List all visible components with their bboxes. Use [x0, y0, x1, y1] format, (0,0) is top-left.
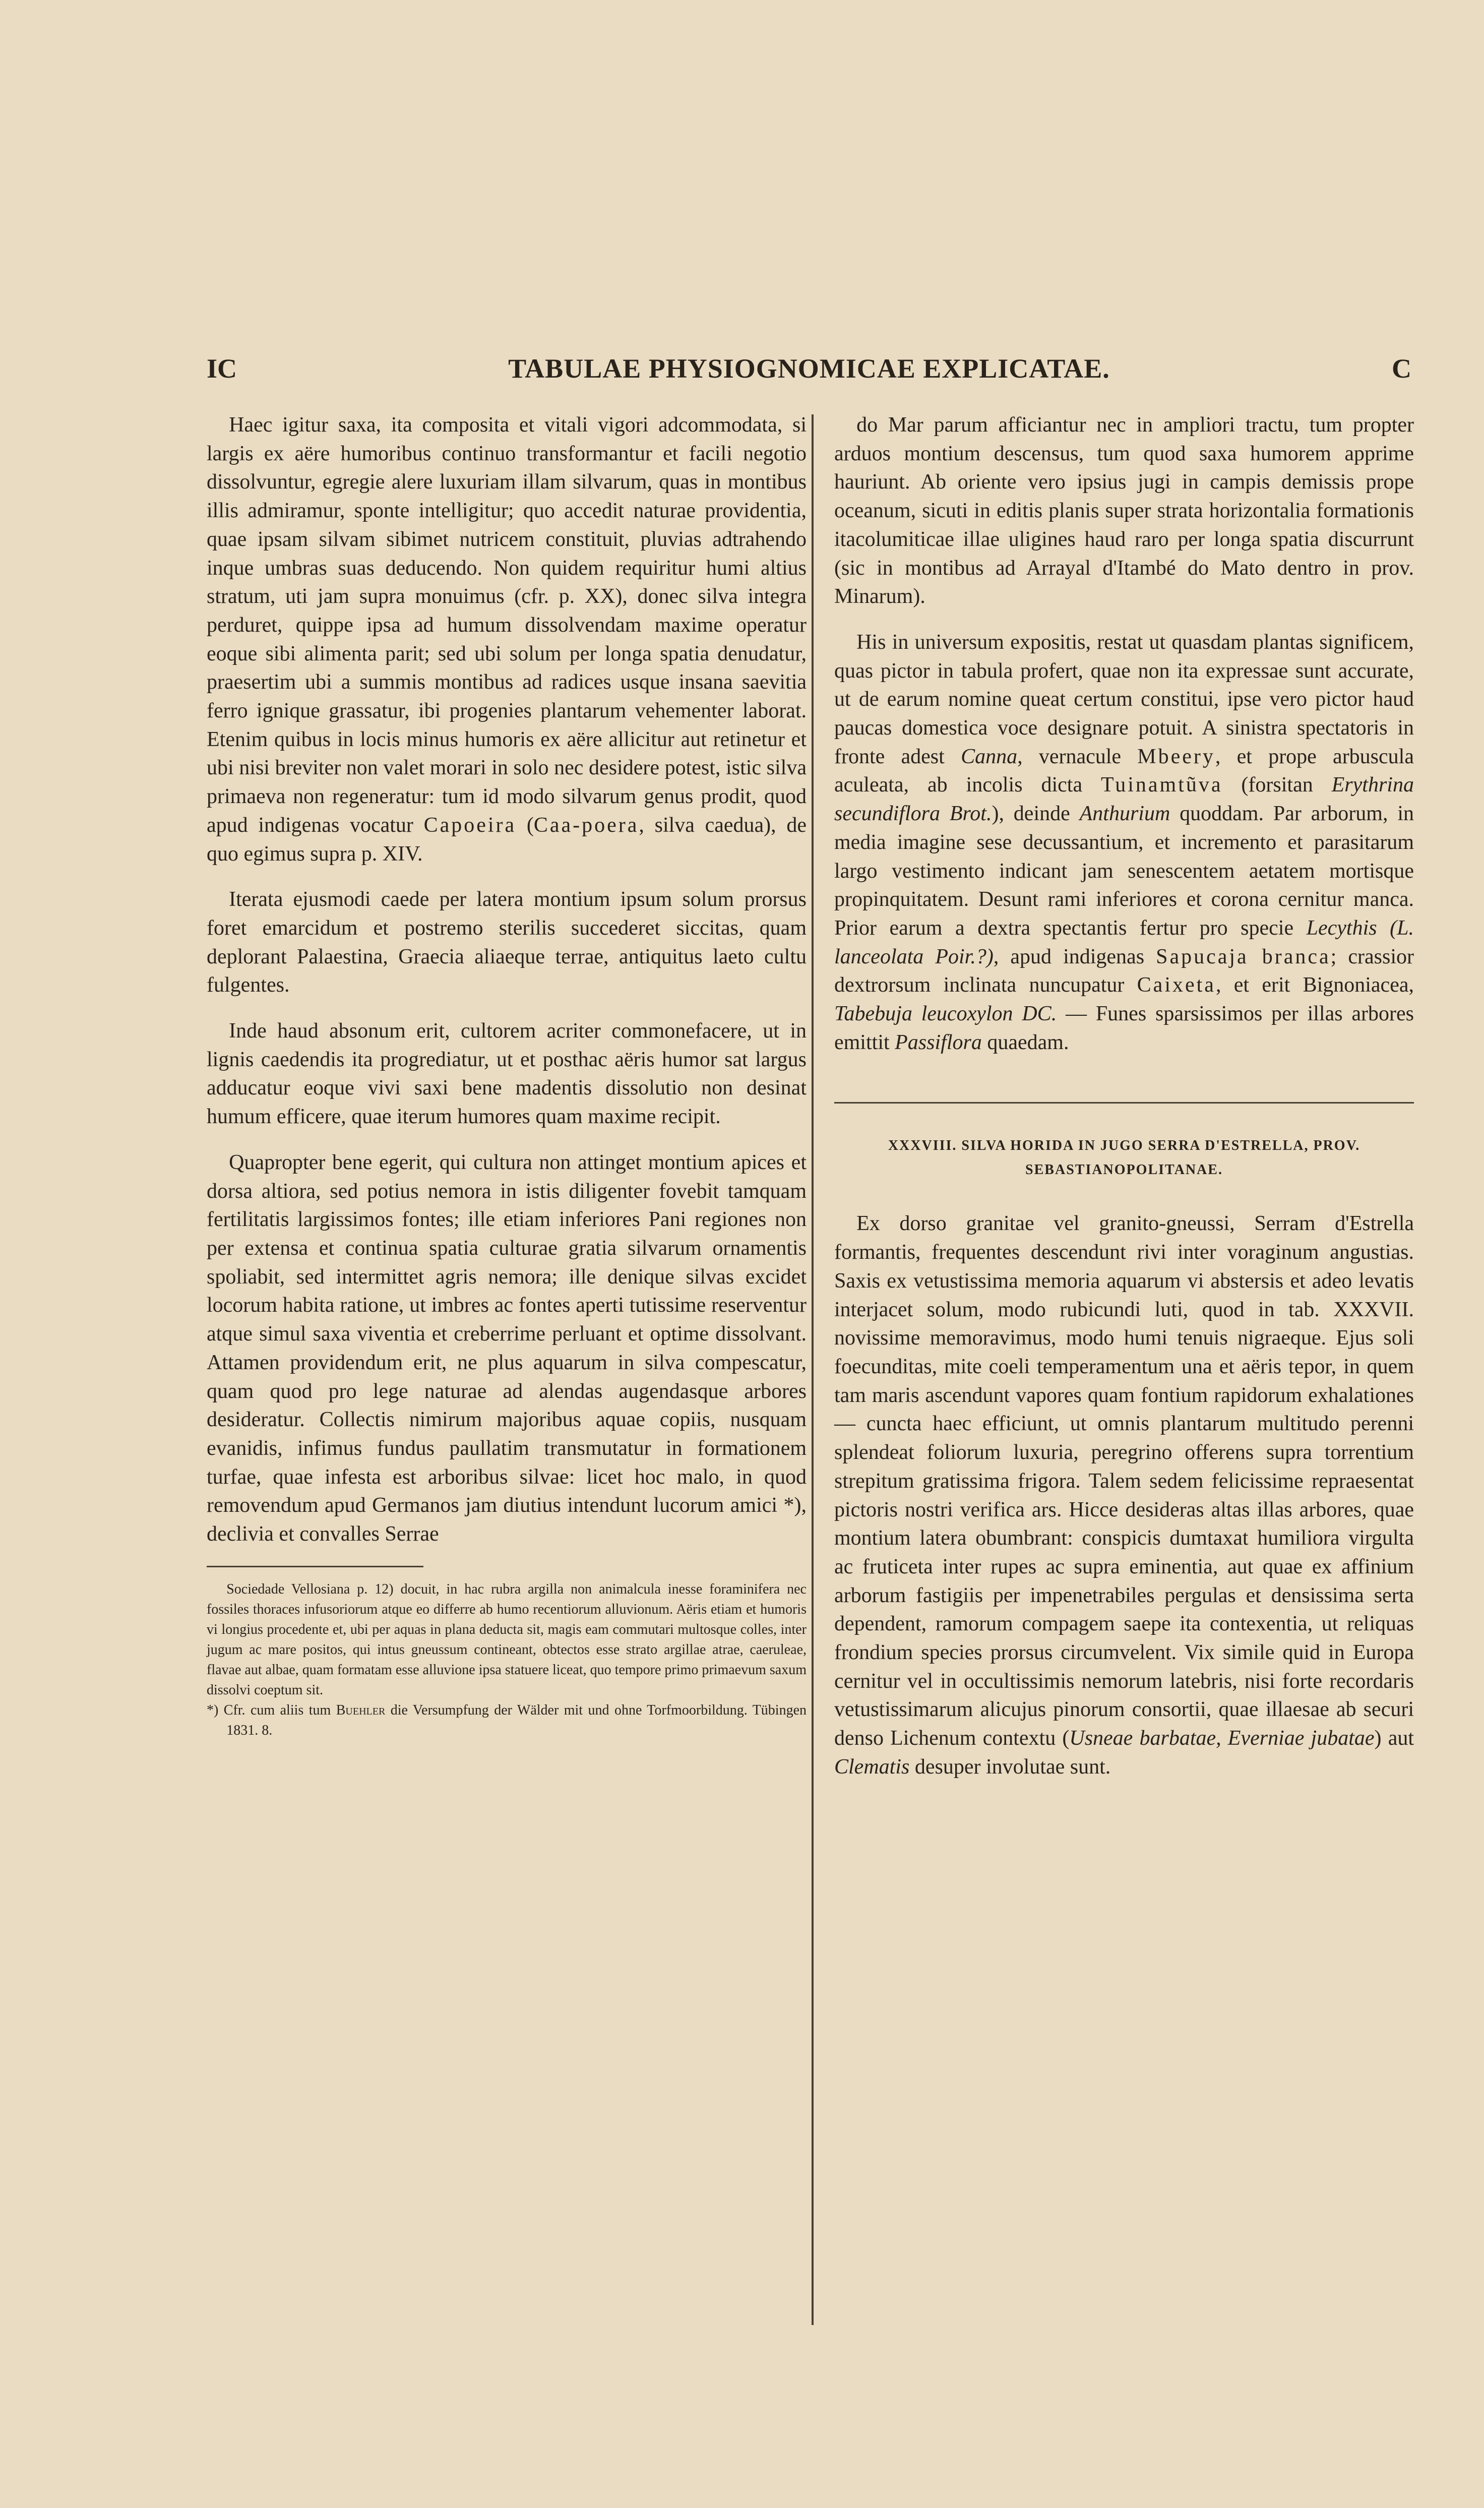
left-column	[207, 411, 807, 1741]
footnote-divider	[207, 1566, 423, 1567]
paragraph: Ex dorso granitae vel granito-gneussi, Serram d'Estrella formantis, frequentes descendunt rivi inter voraginum angustias. Saxis ex vetustissima memoria aquarum vi abstersis et adeo levatis interjacet solum, modo rubicundi luti, quod in tab. XXXVII. novissime memoravimus, modo humi tenuis nigraeque. Ejus soli foecunditas, mite coeli temperamentum una et aëris tepor, in quem tam maris ascendunt vapores quam fontium rapidorum exhalationes — cuncta haec efficiunt, ut omnis plantarum multitudo perenni splendeat foliorum luxuria, peregrino offerens supra torrentium strepitum gratissima frigora. Talem sedem felicissime repraesentat pictoris nostri verifica ars. Hicce desideras altas illas arbores, quae montium latera obumbrant: conspicis dumtaxat humiliora virgulta ac fruticeta inter rupes ac supra eminentia, aut quae ex affinium arborum fastigiis per impenetrabiles pergulas et densissima serta dependent, ramorum compagem saepe ita contexentia, ut reliquas frondium species prorsus circumvelent. Vix simile quid in Europa cernitur vel in occultissimis nemorum latebris, nisi forte recordaris vetustissimarum alicujus pinorum consortii, quae illaesae ab securi denso Lichenum contextu (Usneae barbatae, Everniae jubatae) aut Clematis desuper involutae sunt.	[834, 1212, 1414, 1779]
paragraph: Iterata ejusmodi caede per latera montium ipsum solum prorsus foret emarcidum et postremo sterilis succederet siccitas, quam deplorant Palaestina, Graecia aliaeque terrae, antiquitus laeto cultu fulgentes.	[207, 888, 807, 997]
paragraph: Quapropter bene egerit, qui cultura non attinget montium apices et dorsa altiora, sed potius nemora in istis diligenter fovebit tamquam fertilitatis largissimos fontes; ille etiam inferiores Pani regiones non per extensa et continua spatia culturae gratia silvarum ornamentis spoliabit, sed intermittet agris nemora; ille denique silvas excidet locorum habita ratione, ut imbres ac fontes aperti tutissime reserventur atque simul saxa viventia et creberrime perluant et optime dissolvant. Attamen providendum erit, ne plus aquarum in silva compescatur, quam quod pro lege naturae ad alendas augendasque arbores desideratur. Collectis nimirum majoribus aquae copiis, nusquam evanidis, infimus fundus paullatim transmutatur in formationem turfae, quae infesta est arboribus silvae: licet hoc malo, in quod removendum apud Germanos jam diutius intendunt lucorum amici *), declivia et convalles Serrae	[207, 1150, 807, 1546]
footnote: *) Cfr. cum aliis tum Buehler die Versumpfung der Wälder mit und ohne Torfmoorbildung. Tübingen 1831. 8.	[207, 1702, 807, 1738]
column-divider	[812, 414, 814, 2325]
section-divider	[834, 1102, 1414, 1104]
footnote: Sociedade Vellosiana p. 12) docuit, in hac rubra argilla non animalcula inesse foraminifera nec fossiles thoraces infusoriorum atque eo differre ab humo recentiorum alluvionum. Aëris etiam et humoris vi longius procedente et, ubi per aquas in plana deducta sit, magis eam commutari multosque colles, inter jugum ac mare positos, qui intus gneussum contineant, obtectos esse strato argillae atrae, caeruleae, flavae aut albae, quam formatam esse alluvione ipsa statuere liceat, quo tempore primo primaevum saxum dissolvi coeptum sit.	[207, 1581, 807, 1698]
running-title: TABULAE PHYSIOGNOMICAE EXPLICATAE.	[508, 353, 1110, 384]
running-header	[207, 353, 1411, 398]
paragraph: His in universum expositis, restat ut quasdam plantas significem, quas pictor in tabula profert, quae non ita expressae sunt accurate, ut de earum nomine queat certum constitui, ipse vero pictor haud paucas domestica voce designare potuit. A sinistra spectatoris in fronte adest Canna, vernacule Mbeery, et prope arbuscula aculeata, ab incolis dicta Tuinamtũva (forsitan Erythrina secundiflora Brot.), deinde Anthurium quoddam. Par arborum, in media imagine sese decussantium, et incremento et parasitarum largo vestimento indicant jam senescentem aetatem mortisque propinquitatem. Desunt rami inferiores et corona cernitur manca. Prior earum a dextra spectantis fertur pro specie Lecythis (L. lanceolata Poir.?), apud indigenas Sapucaja branca; crassior dextrorsum inclinata nuncupatur Caixeta, et erit Bignoniacea, Tabebuja leucoxylon DC. — Funes sparsissimos per illas arbores emittit Passiflora quaedam.	[834, 630, 1414, 1054]
page-number-left: IC	[207, 353, 237, 384]
paragraph: do Mar parum afficiantur nec in ampliori tractu, tum propter arduos montium descensus, tum quod saxa humorem apprime hauriunt. Ab oriente vero ipsius jugi in campis demissis prope oceanum, sicuti in editis planis super strata horizontalia formationis itacolumiticae illae uligines haud raro per longa spatia discurrunt (sic in montibus ad Arrayal d'Itambé do Mato dentro in prov. Minarum).	[834, 413, 1414, 608]
section-heading: XXXVIII. SILVA HORIDA IN JUGO SERRA D'ESTRELLA, PROV. SEBASTIANOPOLITANAE.	[888, 1138, 1361, 1178]
page-number-right: C	[1392, 353, 1411, 384]
footnotes	[207, 1579, 807, 1741]
paragraph: Haec igitur saxa, ita composita et vitali vigori adcommodata, si largis ex aëre humoribus continuo transformantur et facili negotio dissolvuntur, egregie alere luxuriam illam silvarum, quas in montibus illis admiramur, sponte intelligitur; quo accedit naturae providentia, quae ipsam silvam sibimet nutricem constituit, pluvias adtrahendo inque umbras suas deducendo. Non quidem requiritur humi altius stratum, uti jam supra monuimus (cfr. p. XX), donec silva integra perduret, quippe ipsa ad humum dissolvendam maxime operatur eoque sibi alimenta parit; sed ubi solum per longa spatia denudatur, praesertim ubi a summis montibus ad radices usque insana saevitia ferro ignique grassatur, ibi progenies plantarum vehementer laborat. Etenim quibus in locis minus humoris ex aëre allicitur aut retinetur et ubi nisi breviter non valet morari in solo nec desidere potest, istic silva primaeva non regeneratur: tum id modo silvarum genus prodit, quod apud indigenas vocatur Capoeira (Caa-poera, silva caedua), de quo egimus supra p. XIV.	[207, 413, 807, 866]
right-column	[834, 411, 1414, 1799]
paragraph: Inde haud absonum erit, cultorem acriter commonefacere, ut in lignis caedendis ita progrediatur, ut et posthac aëris humor sat largus adducatur eoque vivi saxi bene madentis dissolutio non desinat humum efficere, quae iterum humores quam maxime recipit.	[207, 1019, 807, 1129]
